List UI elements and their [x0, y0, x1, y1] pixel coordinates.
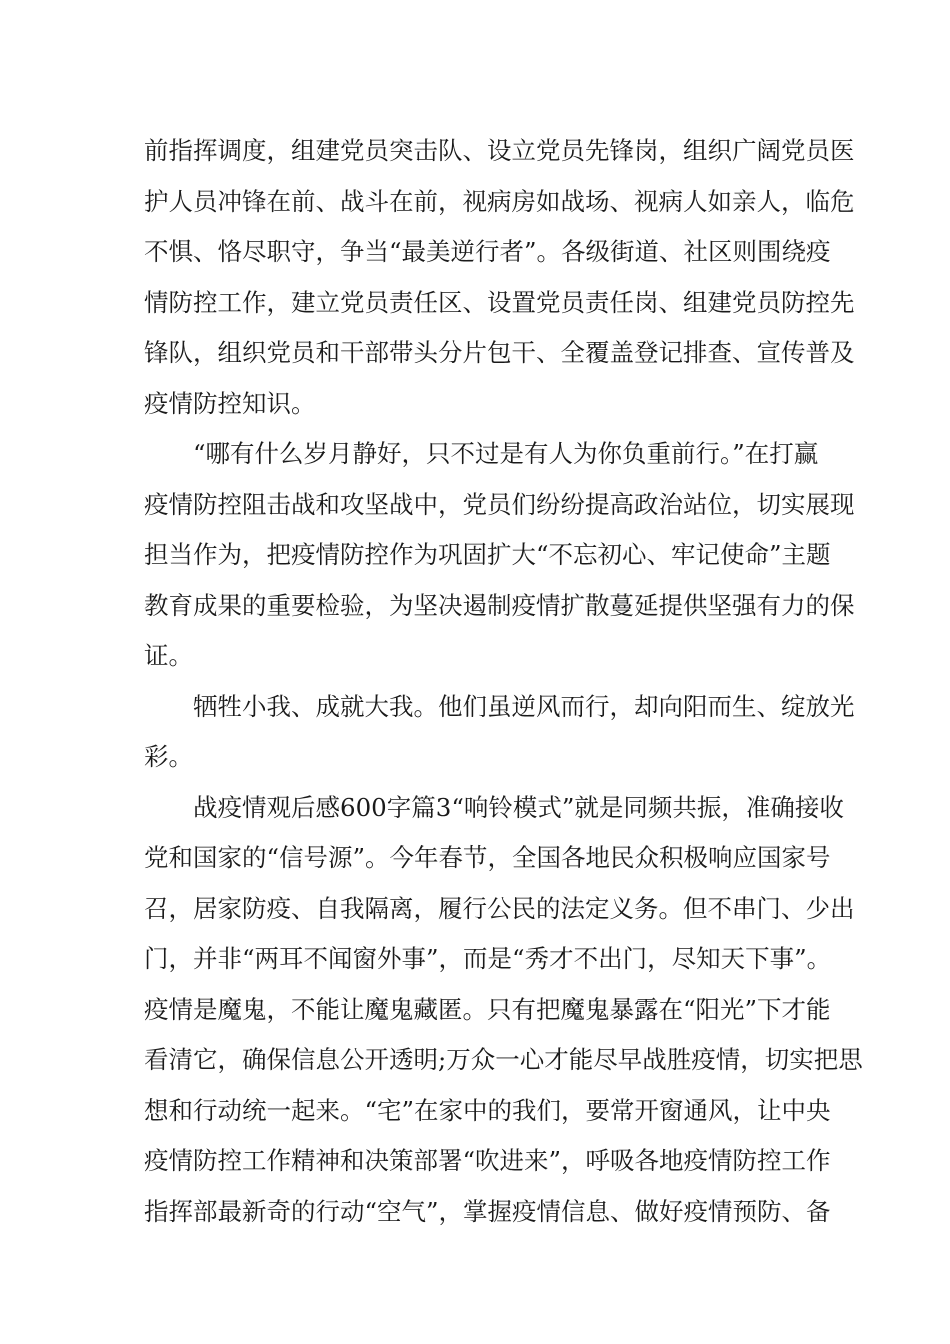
text-line: 护人员冲锋在前、战斗在前，视病房如战场、视病人如亲人，临危	[144, 186, 855, 216]
text-line: 看清它，确保信息公开透明;万众一心才能尽早战胜疫情，切实把思	[144, 1045, 863, 1074]
text-line: 指挥部最新奇的行动“空气”，掌握疫情信息、做好疫情预防、备	[144, 1196, 831, 1226]
text-line: 牺牲小我、成就大我。他们虽逆风而行，却向阳而生、绽放光	[193, 691, 855, 721]
text-line: 疫情防控阻击战和攻坚战中，党员们纷纷提高政治站位，切实展现	[144, 489, 855, 519]
text-line: 担当作为，把疫情防控作为巩固扩大“不忘初心、牢记使命”主题	[144, 540, 831, 569]
text-line: 疫情防控工作精神和决策部署“吹进来”，呼吸各地疫情防控工作	[144, 1146, 831, 1175]
text-line: “哪有什么岁月静好，只不过是有人为你负重前行。”在打赢	[193, 439, 819, 468]
text-line: 想和行动统一起来。“宅”在家中的我们，要常开窗通风，让中央	[144, 1095, 831, 1125]
text-line: 党和国家的“信号源”。今年春节，全国各地民众积极响应国家号	[144, 843, 831, 872]
text-line: 不惧、恪尽职守，争当“最美逆行者”。各级街道、社区则围绕疫	[144, 237, 831, 266]
paragraph-2	[144, 429, 855, 682]
text-line: 门，并非“两耳不闻窗外事”，而是“秀才不出门，尽知天下事”。	[144, 944, 832, 973]
paragraph-1	[144, 126, 855, 429]
document-body	[144, 126, 863, 1237]
text-line: 情防控工作，建立党员责任区、设置党员责任岗、组建党员防控先	[144, 287, 855, 317]
text-line: 锋队，组织党员和干部带头分片包干、全覆盖登记排查、宣传普及	[144, 338, 855, 367]
paragraph-4	[144, 783, 863, 1238]
text-line: 召，居家防疫、自我隔离，履行公民的法定义务。但不串门、少出	[144, 893, 855, 923]
text-line: 疫情是魔鬼，不能让魔鬼藏匿。只有把魔鬼暴露在“阳光”下才能	[144, 994, 831, 1024]
text-line: 疫情防控知识。	[144, 388, 316, 418]
paragraph-3	[144, 682, 855, 783]
text-line: 证。	[144, 641, 193, 670]
text-line: 彩。	[144, 742, 193, 771]
text-line: 前指挥调度，组建党员突击队、设立党员先锋岗，组织广阔党员医	[144, 136, 855, 165]
text-line: 教育成果的重要检验，为坚决遏制疫情扩散蔓延提供坚强有力的保	[144, 590, 855, 620]
text-line: 战疫情观后感600字篇3“响铃模式”就是同频共振，准确接收	[193, 792, 844, 822]
